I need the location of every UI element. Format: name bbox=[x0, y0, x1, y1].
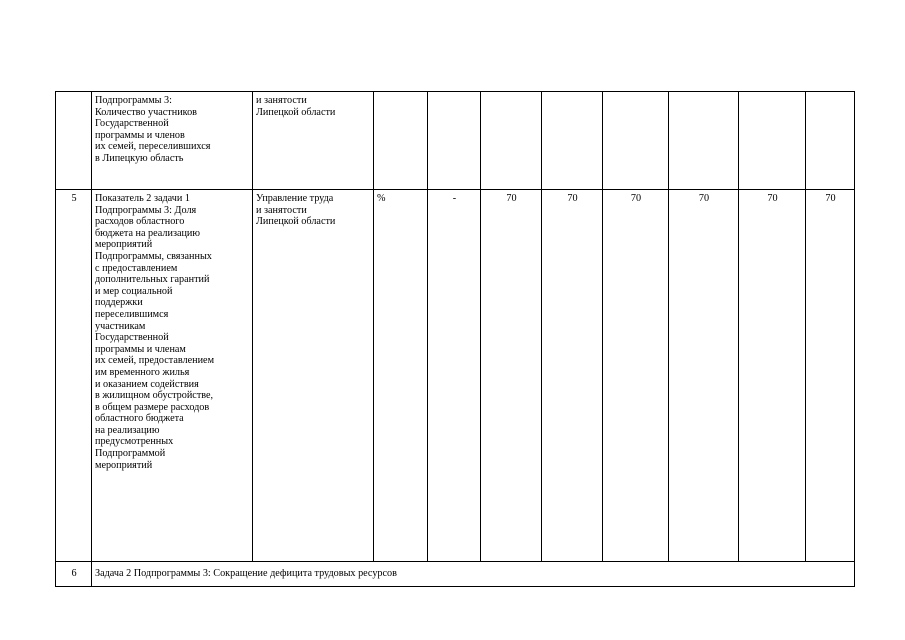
value-cell: 70 bbox=[806, 190, 855, 562]
executor-name: и занятости Липецкой области bbox=[253, 92, 374, 190]
value-cell bbox=[603, 92, 669, 190]
indicator-name: Показатель 2 задачи 1 Подпрограммы 3: Доля расходов областного бюджета на реализацию мероприятий Подпрограммы, связанных с предоставлением дополнительных гарантий и мер социальной поддержки переселившимся участникам Государственной программы и членам их семей, предоставлением им временного жилья и оказанием содействия в жилищном обустройстве, в общем размере расходов областного бюджета на реализацию предусмотренных Подпрограммой мероприятий bbox=[92, 190, 253, 562]
table-row bbox=[56, 562, 855, 587]
value-cell: 70 bbox=[481, 190, 542, 562]
row-number bbox=[56, 92, 92, 190]
value-cell bbox=[669, 92, 739, 190]
table-row bbox=[56, 92, 855, 190]
value-cell: 70 bbox=[603, 190, 669, 562]
value-cell bbox=[542, 92, 603, 190]
unit-cell bbox=[374, 92, 428, 190]
value-cell bbox=[428, 92, 481, 190]
value-cell bbox=[806, 92, 855, 190]
table-row bbox=[56, 190, 855, 562]
value-cell: 70 bbox=[542, 190, 603, 562]
unit-cell: % bbox=[374, 190, 428, 562]
value-cell: - bbox=[428, 190, 481, 562]
task-heading: Задача 2 Подпрограммы 3: Сокращение дефицита трудовых ресурсов bbox=[92, 562, 855, 587]
value-cell: 70 bbox=[669, 190, 739, 562]
row-number: 5 bbox=[56, 190, 92, 562]
executor-name: Управление труда и занятости Липецкой области bbox=[253, 190, 374, 562]
row-number: 6 bbox=[56, 562, 92, 587]
indicators-table bbox=[55, 91, 855, 587]
indicator-name: Подпрограммы 3: Количество участников Государственной программы и членов их семей, переселившихся в Липецкую область bbox=[92, 92, 253, 190]
value-cell bbox=[739, 92, 806, 190]
value-cell bbox=[481, 92, 542, 190]
value-cell: 70 bbox=[739, 190, 806, 562]
